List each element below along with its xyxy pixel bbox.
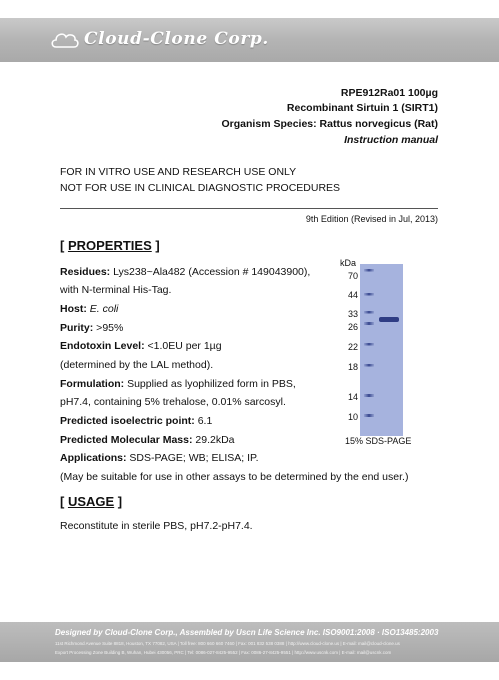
marker-44: 44	[347, 290, 358, 300]
isoelectric-row: Predicted isoelectric point: 6.1	[60, 415, 213, 427]
sds-page-gel-image	[360, 264, 403, 436]
marker-14: 14	[347, 392, 358, 402]
gel-caption: 15% SDS-PAGE	[345, 436, 412, 446]
organism-species: Organism Species: Rattus norvegicus (Rat)	[221, 118, 438, 130]
notice-research-only: FOR IN VITRO USE AND RESEARCH USE ONLY	[60, 166, 297, 178]
marker-70: 70	[347, 271, 358, 281]
molecular-mass-row: Predicted Molecular Mass: 29.2kDa	[60, 434, 235, 446]
brand-name: Cloud-Clone Corp.	[84, 29, 269, 49]
residues-row-cont: with N-terminal His-Tag.	[60, 284, 172, 296]
formulation-row: Formulation: Supplied as lyophilized form in PBS,	[60, 378, 296, 390]
endotoxin-row-cont: (determined by the LAL method).	[60, 359, 214, 371]
marker-26: 26	[347, 322, 358, 332]
divider	[60, 208, 438, 209]
footer-address-cn: Export Processing Zone Building B, Wuhan, Hubei 430056, PRC | Tel: 0086-027-8425-9552 | Fax: 0086-27-8425-9551 | http://www.uscnk.com | E-mail: mail@uscnk.com	[55, 650, 392, 655]
footer-tagline: Designed by Cloud-Clone Corp., Assembled by Uscn Life Science Inc. ISO9001:2008 · ISO13485:2003	[55, 628, 439, 637]
endotoxin-row: Endotoxin Level: <1.0EU per 1µg	[60, 340, 222, 352]
properties-heading: [ PROPERTIES ]	[60, 238, 160, 253]
edition: 9th Edition (Revised in Jul, 2013)	[305, 214, 438, 224]
footer-address-us: 11st Richmond Avenue Suite 8818, Houston, TX 77082, USA | Toll free: 800 660 660 7460 | Fax: 001 832 538 0388 | http://www.cloud-clone.us | E-mail: mail@cloud-clone.us	[55, 641, 400, 646]
host-row: Host: E. coli	[60, 303, 119, 315]
cloud-logo-icon	[50, 28, 80, 52]
suitability-note: (May be suitable for use in other assays to be determined by the end user.)	[60, 471, 409, 483]
document-type: Instruction manual	[344, 134, 438, 146]
gel-unit-label: kDa	[340, 258, 357, 268]
marker-18: 18	[347, 362, 358, 372]
purity-row: Purity: >95%	[60, 322, 124, 334]
marker-33: 33	[347, 309, 358, 319]
product-name: Recombinant Sirtuin 1 (SIRT1)	[286, 102, 438, 114]
residues-row: Residues: Lys238~Ala482 (Accession # 149043900),	[60, 266, 311, 278]
marker-22: 22	[347, 342, 358, 352]
marker-10: 10	[347, 412, 358, 422]
usage-text: Reconstitute in sterile PBS, pH7.2-pH7.4.	[60, 520, 253, 532]
product-code: RPE912Ra01 100µg	[340, 87, 438, 99]
applications-row: Applications: SDS-PAGE; WB; ELISA; IP.	[60, 452, 259, 464]
formulation-row-cont: pH7.4, containing 5% trehalose, 0.01% sarcosyl.	[60, 396, 286, 408]
usage-heading: [ USAGE ]	[60, 494, 123, 509]
notice-not-clinical: NOT FOR USE IN CLINICAL DIAGNOSTIC PROCEDURES	[60, 182, 341, 194]
